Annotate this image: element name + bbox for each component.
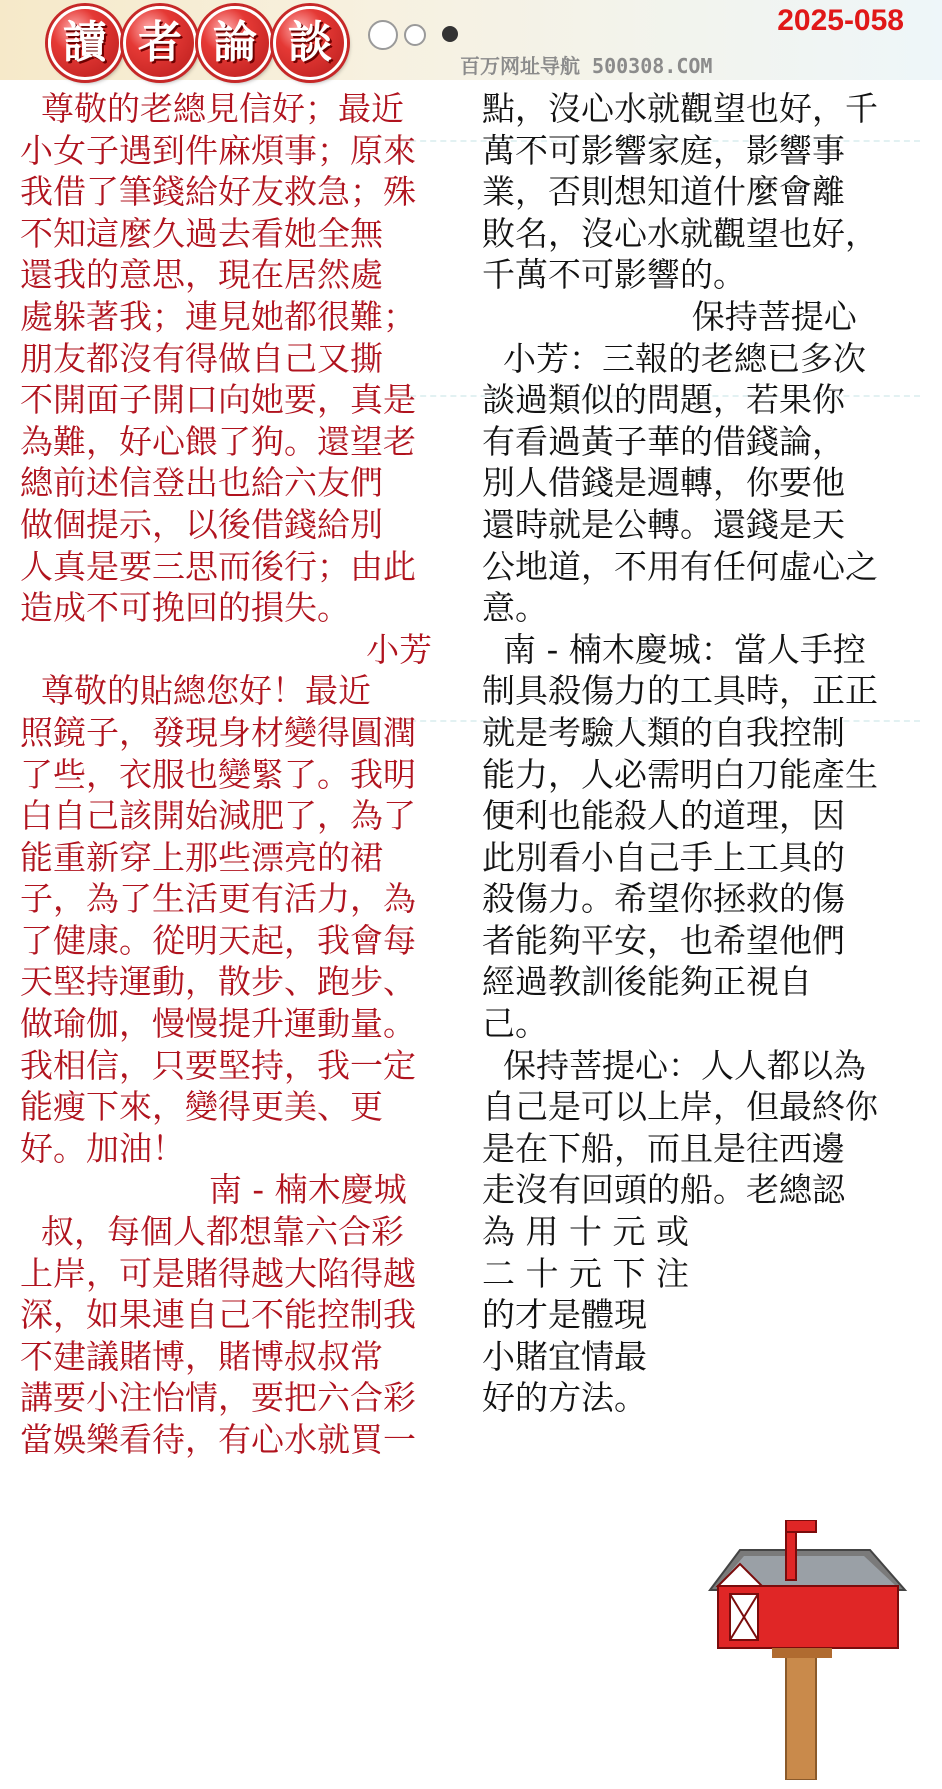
text-line: 南 - 楠木慶城：當人手控 <box>482 629 866 669</box>
text-line: 經過教訓後能夠正視自 <box>482 962 812 1002</box>
text-line: 我借了筆錢給好友救急；殊 <box>20 172 416 212</box>
text-line: 不知這麼久過去看她全無 <box>20 213 383 253</box>
text-line: 講要小注怡情，要把六合彩 <box>20 1378 416 1418</box>
text-line: 不建議賭博，賭博叔叔常 <box>20 1336 383 1376</box>
text-line: 便利也能殺人的道理，因 <box>482 796 845 836</box>
text-line: 殺傷力。希望你拯救的傷 <box>482 879 845 919</box>
text-line: 小賭宜情最 <box>482 1336 647 1376</box>
text-line: 自己是可以上岸，但最終你 <box>482 1087 878 1127</box>
text-line: 保持菩提心 <box>482 296 857 336</box>
text-line: 二 十 元 下 注 <box>482 1253 689 1293</box>
decor-dot-medium <box>404 24 426 46</box>
text-line: 子，為了生活更有活力，為 <box>20 879 416 919</box>
text-line: 公地道，不用有任何虛心之 <box>482 546 878 586</box>
text-line: 小女子遇到件麻煩事；原來 <box>20 130 416 170</box>
text-line: 別人借錢是週轉，你要他 <box>482 463 845 503</box>
decor-dot-large <box>368 20 398 50</box>
text-line: 點，沒心水就觀望也好，千 <box>482 89 878 128</box>
text-line: 者能夠平安，也希望他們 <box>482 920 845 960</box>
text-line: 千萬不可影響的。 <box>482 255 746 295</box>
text-line: 當娛樂看待，有心水就買一 <box>20 1420 416 1459</box>
text-line: 業，否則想知道什麼會離 <box>482 172 845 212</box>
text-line: 白自己該開始減肥了，為了 <box>20 796 416 836</box>
text-line: 朋友都沒有得做自己又撕 <box>20 338 383 378</box>
text-line: 能瘦下來，變得更美、更 <box>20 1087 383 1127</box>
text-line: 造成不可挽回的損失。 <box>20 588 350 628</box>
text-line: 上岸，可是賭得越大陷得越 <box>20 1253 416 1293</box>
title-char-badge: 論 <box>198 6 272 80</box>
text-line: 做個提示，以後借錢給別 <box>20 504 383 544</box>
text-line: 為 用 十 元 或 <box>482 1212 689 1252</box>
text-line: 了健康。從明天起，我會每 <box>20 920 416 960</box>
text-line: 人真是要三思而後行；由此 <box>20 546 416 586</box>
text-line: 走沒有回頭的船。老總認 <box>482 1170 845 1210</box>
text-line: 南 - 楠木慶城 <box>20 1170 407 1210</box>
text-line: 小芳：三報的老總已多次 <box>482 338 866 378</box>
header-banner <box>0 0 942 80</box>
text-line: 談過類似的問題，若果你 <box>482 380 845 420</box>
text-line: 的才是體現 <box>482 1295 647 1335</box>
mailbox-icon <box>700 1520 920 1780</box>
text-line: 還時就是公轉。還錢是天 <box>482 504 845 544</box>
text-line: 能重新穿上那些漂亮的裙 <box>20 837 383 877</box>
title-char-badge: 讀 <box>48 6 122 80</box>
text-line: 我相信，只要堅持，我一定 <box>20 1045 416 1085</box>
text-line: 小芳 <box>20 629 433 669</box>
left-text-column <box>20 88 450 1461</box>
text-line: 此別看小自己手上工具的 <box>482 837 845 877</box>
right-text-column <box>482 88 922 1419</box>
text-line: 能力，人必需明白刀能產生 <box>482 754 878 794</box>
text-line: 為難，好心餵了狗。還望老 <box>20 421 416 461</box>
text-line: 照鏡子，發現身材變得圓潤 <box>20 712 416 752</box>
site-label: 百万网址导航 500308.COM <box>460 54 713 78</box>
text-line: 敗名，沒心水就觀望也好， <box>482 213 878 253</box>
text-line: 還我的意思，現在居然處 <box>20 255 383 295</box>
text-line: 尊敬的老總見信好；最近 <box>20 89 404 128</box>
text-line: 總前述信登出也給六友們 <box>20 463 383 503</box>
text-line: 是在下船，而且是往西邊 <box>482 1128 845 1168</box>
text-line: 意。 <box>482 588 548 628</box>
text-line: 有看過黃子華的借錢論， <box>482 421 845 461</box>
text-line: 深，如果連自己不能控制我 <box>20 1295 416 1335</box>
text-line: 就是考驗人類的自我控制 <box>482 712 845 752</box>
text-line: 保持菩提心：人人都以為 <box>482 1045 866 1085</box>
text-line: 萬不可影響家庭，影響事 <box>482 130 845 170</box>
text-line: 己。 <box>482 1004 548 1044</box>
decor-dot-filled <box>442 26 458 42</box>
text-line: 處躲著我；連見她都很難； <box>20 296 416 336</box>
title-char-badge: 者 <box>123 6 197 80</box>
text-line: 不開面子開口向她要，真是 <box>20 380 416 420</box>
text-line: 做瑜伽，慢慢提升運動量。 <box>20 1004 416 1044</box>
text-line: 好的方法。 <box>482 1378 647 1418</box>
text-line: 天堅持運動，散步、跑步、 <box>20 962 416 1002</box>
text-line: 制具殺傷力的工具時，正正 <box>482 671 878 711</box>
text-line: 了些，衣服也變緊了。我明 <box>20 754 416 794</box>
title-char-badge: 談 <box>273 6 347 80</box>
text-line: 叔，每個人都想靠六合彩 <box>20 1212 404 1252</box>
issue-code: 2025-058 <box>777 4 904 37</box>
text-line: 尊敬的貼總您好！最近 <box>20 671 371 711</box>
text-line: 好。加油！ <box>20 1128 185 1168</box>
